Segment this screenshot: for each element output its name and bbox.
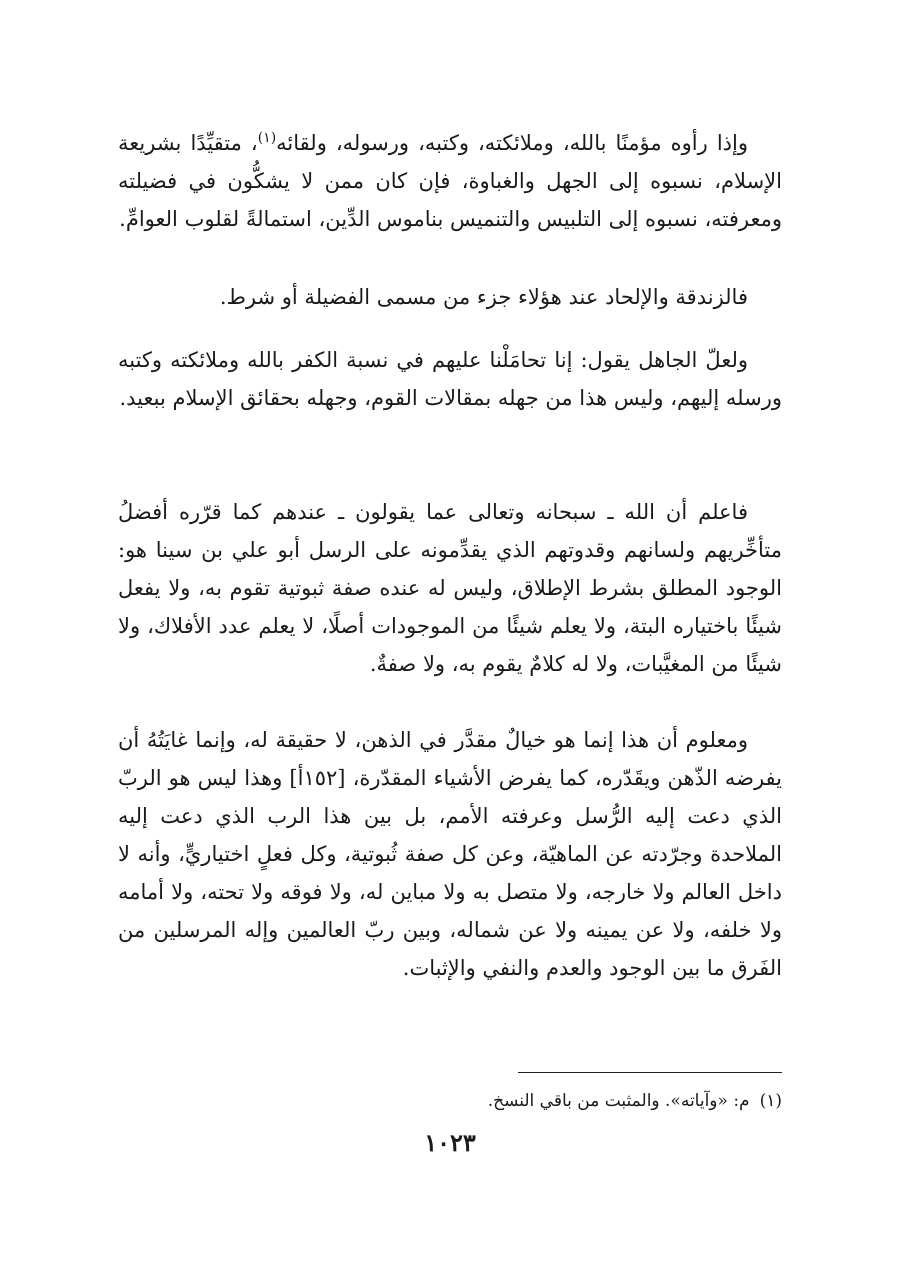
paragraph-5 [118, 721, 782, 987]
paragraph-3-text: ولعلّ الجاهل يقول: إنا تحامَلْنا عليهم في نسبة الكفر بالله وملائكته وكتبه ورسله إليهم، وليس هذا من جهله بمقالات القوم، وجهله بحقائق الإسلام ببعيد. [118, 348, 782, 410]
paragraph-1-text-start: وإذا رأوه مؤمنًا بالله، وملائكته، وكتبه، ورسوله، ولقائه [276, 131, 748, 155]
paragraph-5-text: ومعلوم أن هذا إنما هو خيالٌ مقدَّر في الذهن، لا حقيقة له، وإنما غايَتُهُ أن يفرضه الذّهن ويقَدّره، كما يفرض الأشياء المقدّرة، [١٥٢أ] وهذا ليس هو الربّ الذي دعت إليه الرُّسل وعرفته الأمم، بل بين هذا الرب الذي دعت إليه الملاحدة وجرّدته عن الماهيّة، وعن كل صفة ثُبوتية، وكل فعلٍ اختياريٍّ، وأنه لا داخل العالم ولا خارجه، ولا متصل به ولا مباين له، ولا فوقه ولا تحته، ولا أمامه ولا خلفه، ولا عن يمينه ولا عن شماله، وبين ربّ العالمين وإله المرسلين من الفَرق ما بين الوجود والعدم والنفي والإثبات. [118, 728, 783, 980]
paragraph-4 [118, 493, 782, 683]
footnote-separator [518, 1072, 782, 1073]
paragraph-3 [118, 341, 782, 417]
page-number: ١٠٢٣ [424, 1128, 476, 1157]
paragraph-1-text-end: ، متقيِّدًا بشريعة الإسلام، نسبوه إلى الجهل والغباوة، فإن كان ممن لا يشكُّون في فضيلته ومعرفته، نسبوه إلى التلبيس والتنميس بناموس الدِّين، استمالةً لقلوب العوامِّ. [118, 131, 782, 231]
footnote-1 [118, 1088, 782, 1114]
paragraph-4-text: فاعلم أن الله ـ سبحانه وتعالى عما يقولون ـ عندهم كما قرّره أفضلُ متأخِّريهم ولسانهم وقدوتهم الذي يقدِّمونه على الرسل أبو علي بن سينا هو: الوجود المطلق بشرط الإطلاق، وليس له عنده صفة ثبوتية تقوم به، ولا يفعل شيئًا باختياره البتة، ولا يعلم شيئًا من الموجودات أصلًا، لا يعلم عدد الأفلاك، ولا شيئًا من المغيَّبات، ولا له كلامٌ يقوم به، ولا صفةٌ. [118, 500, 782, 676]
paragraph-2-text: فالزندقة والإلحاد عند هؤلاء جزء من مسمى الفضيلة أو شرط. [219, 285, 748, 309]
paragraph-1 [118, 124, 782, 238]
paragraph-2 [118, 278, 782, 316]
footnote-text: م: «وآياته». والمثبت من باقي النسخ. [487, 1091, 750, 1111]
footnote-reference-1[interactable]: (١) [257, 130, 277, 146]
footnote-number: (١) [759, 1091, 782, 1111]
